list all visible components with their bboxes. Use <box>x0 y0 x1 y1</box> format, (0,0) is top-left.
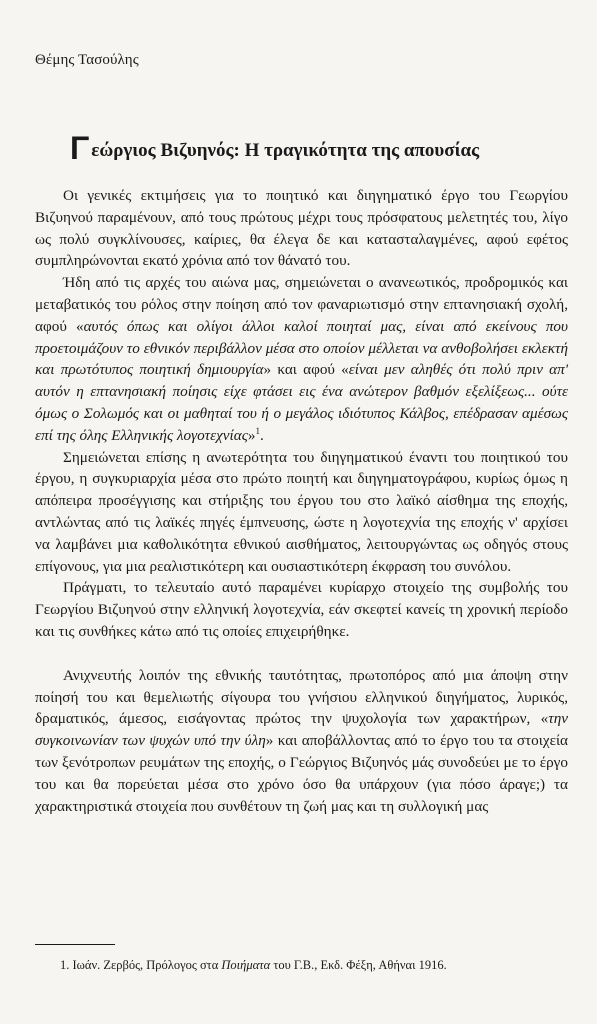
paragraph-1: Οι γενικές εκτιμήσεις για το ποιητικό και διηγηματικό έργο του Γεωργίου Βιζυηνού παραμένουν, από τους πρώτους μέχρι τους πρόσφατους μελετητές του, λίγο ως πολύ συγκλίνουσες, καίριες, θα έλεγα δε και κατασταλαγμένες, αφού εφέτος συμπληρώνονται εκατό χρόνια από τον θάνατό του. <box>35 187 568 270</box>
footnote-book-title: Ποιήματα <box>221 958 271 972</box>
chapter-title <box>70 130 570 167</box>
quotation-2: είναι μεν αληθές ότι πολύ πριν απ' αυτόν η επτανησιακή ποίησις είχε φτάσει εις ένα ανώτερον βαθμόν εξελίξεως... ούτε όμως ο Σολωμός και οι μαθηταί του ή ο μεγάλος ιδιότυπος Κάλβος, επέδρασαν αμέσως επί της όλης Ελληνικής λογοτεχνίας <box>35 361 569 444</box>
paragraph-2 <box>35 272 568 446</box>
footnote-text-1: 1. Ιωάν. Ζερβός, Πρόλογος στα <box>60 958 222 972</box>
body-text <box>35 185 568 817</box>
footnote-text-2: του Γ.Β., Εκδ. Φέξη, Αθήναι 1916. <box>270 958 447 972</box>
title-text: εώργιος Βιζυηνός: Η τραγικότητα της απουσίας <box>91 140 480 161</box>
paragraph-2-text-2: » και αφού « <box>263 361 349 379</box>
paragraph-3: Σημειώνεται επίσης η ανωτερότητα του διηγηματικού έναντι του ποιητικού του έργου, η συγκυριαρχία μέσα στο πρώτο ποιητή και διηγηματογράφου, κυρίως όμως η απόπειρα προσέγγισης και στήριξης του έργου του στο λαϊκό αίσθημα της εποχής, αντλώντας από τις λαϊκές πηγές έμπνευσης, ώστε η λογοτεχνία της εποχής ν' αρχίσει να λαμβάνει μια καθολικότητα εθνικού αισθήματος, λειτουργώντας ως οδηγός στους επίγονους, για μια ρεαλιστικότερη και ουσιαστικότερη έκφραση του συνόλου. <box>35 448 568 575</box>
paragraph-2-text-4: . <box>259 426 264 444</box>
paragraph-5-text-1: Ανιχνευτής λοιπόν της εθνικής ταυτότητας, πρωτοπόρος από μια άποψη στην ποίησή του και θεμελιωτής σίγουρα του γνήσιου ελληνικού διηγήματος, λυρικός, δραματικός, άμεσος, εισάγοντας πρώτος την ψυχολογία των χαρακτήρων, « <box>35 666 568 728</box>
footnote <box>60 958 560 973</box>
quotation-1: αυτός όπως και ολίγοι άλλοι καλοί ποιηταί μας, είναι από εκείνους που προετοιμάζουν το εθνικόν περιβάλλον μέσα στο οποίον μέλλεται να ανθοβολήσει εκλεκτή και πρωτότυπος ποιητική δημιουργία <box>35 317 568 379</box>
paragraph-2-text-3: » <box>247 426 256 444</box>
quotation-3: την συγκοινωνίαν των ψυχών υπό την ύλη <box>35 710 568 750</box>
paragraph-5-text-2: » και αποβάλλοντας από το έργο του τα στοιχεία των ξενότροπων ρευμάτων της εποχής, ο Γεώργιος Βιζυηνός μάς συνοδεύει με το έργο του και θα πορεύεται μέσα στο χρόνο όσο θα υπάρχουν (για πόσο άραγε;) τα χαρακτηριστικά στοιχεία που συνθέτουν τη ζωή μας και τη συλλογική μας <box>35 732 568 815</box>
title-dropcap: Γ <box>70 130 90 166</box>
footnote-reference: 1 <box>255 425 260 436</box>
footnote-divider <box>35 944 115 945</box>
running-header-author: Θέμης Τασούλης <box>35 52 139 68</box>
paragraph-2-text-1: Ήδη από τις αρχές του αιώνα μας, σημειώνεται ο ανανεωτικός, προδρομικός και μεταβατικός του ρόλος στην ποίηση από τον φαναριωτισμό στην επτανησιακή σχολή, αφού « <box>35 274 568 335</box>
paragraph-4: Πράγματι, το τελευταίο αυτό παραμένει κυρίαρχο στοιχείο της συμβολής του Γεωργίου Βιζυηνού στην ελληνική λογοτεχνία, εάν σκεφτεί κανείς τη χρονική περίοδο και τις συνθήκες κάτω από τις οποίες επιχειρήθηκε. <box>35 579 568 640</box>
paragraph-5 <box>35 665 568 818</box>
